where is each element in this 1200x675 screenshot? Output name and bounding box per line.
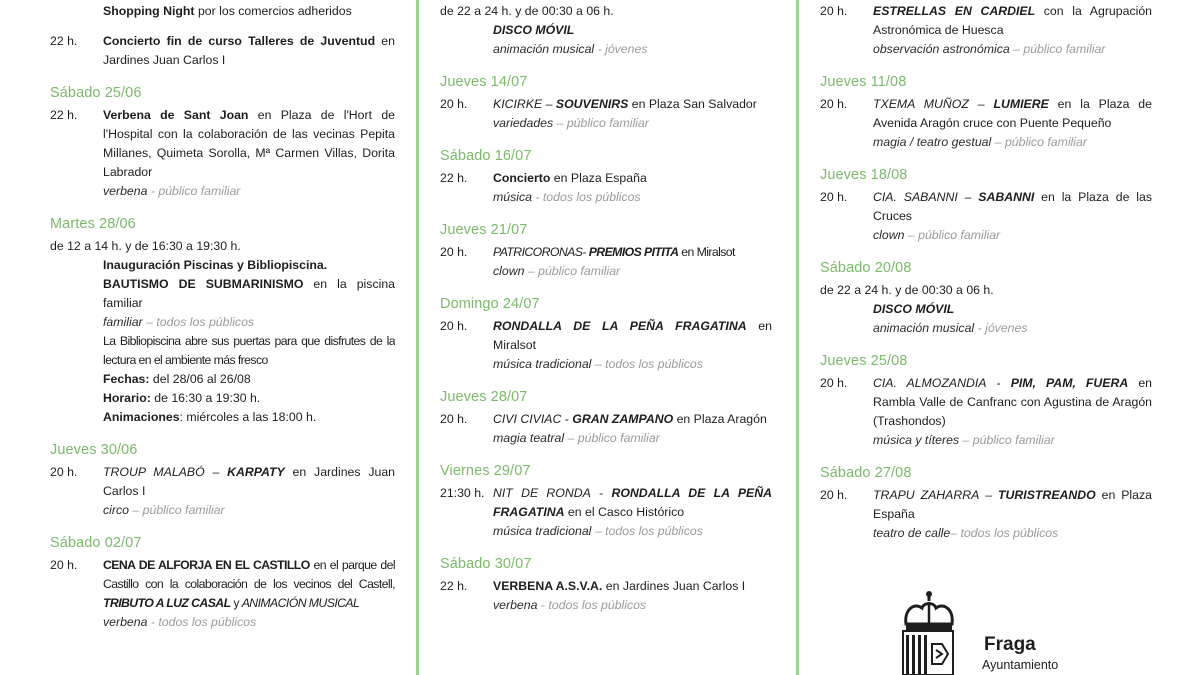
- event-description: Inauguración Piscinas y Bibliopiscina. BAUTISMO DE SUBMARINISMO en la piscina familiar: [103, 258, 395, 310]
- day-heading: Sábado 16/07: [440, 148, 532, 164]
- event-nit-de-ronda: [440, 463, 772, 541]
- event-category: música y títeres – público familiar: [873, 433, 1055, 447]
- event-estrellas-cardiel: [820, 2, 1152, 59]
- event-description: PATRICORONAS- PREMIOS PITITA en Miralsot: [493, 245, 735, 259]
- day-heading: Jueves 30/06: [50, 442, 138, 458]
- crown-icon: [900, 590, 958, 632]
- event-category: magia teatral – público familiar: [493, 431, 660, 445]
- event-verbena-sant-joan: [50, 85, 395, 201]
- event-category: animación musical - jóvenes: [873, 321, 1028, 335]
- day-heading: Sábado 20/08: [820, 260, 912, 276]
- bibliopiscina-animations: Animaciones: miércoles a las 18:00 h.: [103, 410, 317, 424]
- event-description: Concierto en Plaza España: [493, 171, 647, 185]
- event-category: música tradicional – todos los públicos: [493, 357, 703, 371]
- event-description: Shopping Night por los comercios adheridos: [103, 4, 352, 18]
- event-premios-pitita: [440, 222, 772, 281]
- column-july: [440, 0, 772, 675]
- event-description: ESTRELLAS EN CARDIEL con la Agrupación Astronómica de Huesca: [873, 4, 1152, 37]
- fraga-ayuntamiento-logo: [882, 590, 1112, 675]
- logo-name: Fraga: [984, 634, 1036, 655]
- shield-icon: [902, 630, 954, 675]
- column-august: [820, 0, 1152, 675]
- event-disco-movil-august: [820, 260, 1152, 338]
- event-time: 22 h.: [50, 108, 78, 122]
- event-gran-zampano: [440, 389, 772, 448]
- event-time: 22 h.: [440, 579, 468, 593]
- event-title: DISCO MÓVIL: [873, 302, 955, 316]
- day-heading: Sábado 30/07: [440, 556, 532, 572]
- event-time: 21:30 h.: [440, 486, 485, 500]
- event-time: 22 h.: [440, 171, 468, 185]
- day-heading: Jueves 28/07: [440, 389, 528, 405]
- event-shopping-night: [50, 2, 395, 21]
- bibliopiscina-dates: Fechas: del 28/06 al 26/08: [103, 372, 251, 386]
- event-time: 20 h.: [820, 4, 848, 18]
- column-june-july: [50, 0, 395, 675]
- column-divider-left: [416, 0, 419, 675]
- event-hours: de 12 a 14 h. y de 16:30 a 19:30 h.: [50, 239, 241, 253]
- event-concierto-fin-curso: [50, 32, 395, 70]
- event-time: 20 h.: [820, 190, 848, 204]
- event-sabanni: [820, 167, 1152, 245]
- event-description: CENA DE ALFORJA EN EL CASTILLO en el parque del Castillo con la colaboración de los vecinos del Castell, TRIBUTO A LUZ CASAL y ANIMACIÓN MUSICAL: [103, 558, 395, 610]
- event-category: variedades – público familiar: [493, 116, 649, 130]
- bibliopiscina-hours: Horario: de 16:30 a 19:30 h.: [103, 391, 261, 405]
- bibliopiscina-description: La Bibliopiscina abre sus puertas para que disfrutes de la lectura en el ambiente más fresco: [103, 334, 395, 367]
- event-description: KICIRKE – SOUVENIRS en Plaza San Salvador: [493, 97, 757, 111]
- event-title: DISCO MÓVIL: [493, 23, 575, 37]
- event-hours: de 22 a 24 h. y de 00:30 a 06 h.: [820, 283, 994, 297]
- event-turistreando: [820, 465, 1152, 543]
- event-category: verbena - todos los públicos: [103, 615, 257, 629]
- event-time: 20 h.: [50, 558, 78, 572]
- event-lumiere: [820, 74, 1152, 152]
- event-description: RONDALLA DE LA PEÑA FRAGATINA en Miralsot: [493, 319, 772, 352]
- event-disco-movil-july: [440, 2, 772, 59]
- event-time: 20 h.: [820, 488, 848, 502]
- event-category: música - todos los públicos: [493, 190, 641, 204]
- event-description: TROUP MALABÓ – KARPATY en Jardines Juan Carlos I: [103, 465, 395, 498]
- event-time: 20 h.: [820, 376, 848, 390]
- column-divider-right: [796, 0, 799, 675]
- event-description: CIVI CIVIAC - GRAN ZAMPANO en Plaza Aragón: [493, 412, 767, 426]
- event-description: CIA. ALMOZANDIA - PIM, PAM, FUERA en Rambla Valle de Canfranc con Agustina de Aragón (Trashondos): [873, 376, 1152, 428]
- event-time: 20 h.: [440, 412, 468, 426]
- event-time: 22 h.: [50, 34, 78, 48]
- event-hours: de 22 a 24 h. y de 00:30 a 06 h.: [440, 4, 614, 18]
- logo-subtitle: Ayuntamiento: [982, 658, 1059, 672]
- event-time: 20 h.: [50, 465, 78, 479]
- event-time: 20 h.: [440, 319, 468, 333]
- event-category: música tradicional – todos los públicos: [493, 524, 703, 538]
- event-inauguracion-piscinas: [50, 216, 395, 427]
- event-description: NIT DE RONDA - RONDALLA DE LA PEÑA FRAGATINA en el Casco Histórico: [493, 486, 772, 519]
- day-heading: Jueves 18/08: [820, 167, 908, 183]
- event-category: teatro de calle– todos los públicos: [873, 526, 1059, 540]
- event-description: TRAPU ZAHARRA – TURISTREANDO en Plaza España: [873, 488, 1152, 521]
- day-heading: Jueves 11/08: [820, 74, 907, 90]
- event-time: 20 h.: [820, 97, 848, 111]
- day-heading: Sábado 25/06: [50, 85, 142, 101]
- event-rondalla-miralsot: [440, 296, 772, 374]
- event-category: clown – público familiar: [873, 228, 1001, 242]
- event-concierto-plaza-espana: [440, 148, 772, 207]
- day-heading: Viernes 29/07: [440, 463, 531, 479]
- event-category: observación astronómica – público familiar: [873, 42, 1106, 56]
- event-pim-pam-fuera: [820, 353, 1152, 450]
- event-category: clown – público familiar: [493, 264, 621, 278]
- day-heading: Sábado 27/08: [820, 465, 912, 481]
- day-heading: Jueves 21/07: [440, 222, 528, 238]
- event-karpaty: [50, 442, 395, 520]
- event-category: verbena - público familiar: [103, 184, 241, 198]
- event-category: circo – público familiar: [103, 503, 225, 517]
- day-heading: Sábado 02/07: [50, 535, 142, 551]
- event-verbena-asva: [440, 556, 772, 615]
- event-souvenirs: [440, 74, 772, 133]
- day-heading: Jueves 25/08: [820, 353, 908, 369]
- event-description: Verbena de Sant Joan en Plaza de l'Hort de l'Hospital con la colaboración de las vecinas Pepita Millanes, Quimeta Sorolla, Mª Carmen Villas, Dorita Labrador: [103, 108, 395, 179]
- event-category: magia / teatro gestual – público familiar: [873, 135, 1087, 149]
- event-cena-alforja: [50, 535, 395, 632]
- event-description: VERBENA A.S.V.A. en Jardines Juan Carlos I: [493, 579, 746, 593]
- event-description: Concierto fin de curso Talleres de Juventud en Jardines Juan Carlos I: [103, 34, 395, 67]
- event-description: CIA. SABANNI – SABANNI en la Plaza de las Cruces: [873, 190, 1152, 223]
- event-time: 20 h.: [440, 245, 468, 259]
- day-heading: Domingo 24/07: [440, 296, 540, 312]
- event-category: verbena - todos los públicos: [493, 598, 647, 612]
- event-description: TXEMA MUÑOZ – LUMIERE en la Plaza de Avenida Aragón cruce con Puente Pequeño: [873, 97, 1152, 130]
- event-category: familiar – todos los públicos: [103, 315, 255, 329]
- event-time: 20 h.: [440, 97, 468, 111]
- day-heading: Jueves 14/07: [440, 74, 528, 90]
- day-heading: Martes 28/06: [50, 216, 136, 232]
- event-category: animación musical - jóvenes: [493, 42, 648, 56]
